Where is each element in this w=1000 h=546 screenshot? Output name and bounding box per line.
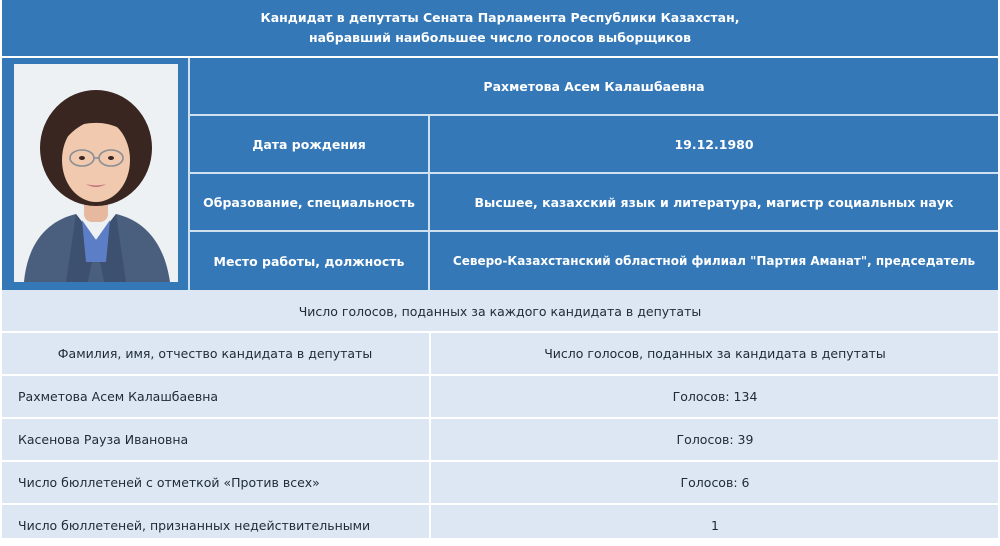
row-name: Рахметова Асем Калашбаевна <box>18 389 219 404</box>
candidate-photo <box>14 64 178 282</box>
grid-line <box>188 114 998 116</box>
votes-results-table <box>2 290 998 538</box>
grid-line <box>428 116 430 290</box>
education-value: Высшее, казахский язык и литература, магистр социальных наук <box>430 174 998 230</box>
candidate-name: Рахметова Асем Калашбаевна <box>190 58 998 114</box>
birth-date-label: Дата рождения <box>190 116 428 172</box>
table-row <box>2 419 998 460</box>
results-header-row <box>2 333 998 374</box>
row-name: Число бюллетеней с отметкой «Против всех» <box>18 475 320 490</box>
workplace-label: Место работы, должность <box>190 232 428 290</box>
table-row <box>2 376 998 417</box>
row-name: Касенова Рауза Ивановна <box>18 432 189 447</box>
row-votes: Голосов: 134 <box>672 389 758 404</box>
column-header-name: Фамилия, имя, отчество кандидата в депутаты <box>57 346 373 361</box>
row-name: Число бюллетеней, признанных недействительными <box>18 518 371 533</box>
grid-line <box>188 230 998 232</box>
header-title-line-1: Кандидат в депутаты Сената Парламента Республики Казахстан, <box>260 10 740 25</box>
row-votes: Голосов: 39 <box>676 432 754 447</box>
candidate-info-table <box>2 58 998 290</box>
header-title-line-2: набравший наибольшее число голосов выборщиков <box>308 30 692 45</box>
row-votes: 1 <box>711 518 719 533</box>
photo-cell <box>2 58 188 290</box>
column-header-votes: Число голосов, поданных за кандидата в депутаты <box>544 346 886 361</box>
education-label: Образование, специальность <box>190 174 428 230</box>
card-header <box>2 0 998 56</box>
birth-date-value: 19.12.1980 <box>430 116 998 172</box>
table-row <box>2 505 998 546</box>
grid-line <box>188 58 190 290</box>
table-row <box>2 462 998 503</box>
grid-line <box>188 172 998 174</box>
portrait-illustration <box>14 64 178 282</box>
workplace-value: Северо-Казахстанский областной филиал "Партия Аманат", председатель <box>430 232 998 290</box>
column-divider <box>429 333 431 538</box>
row-votes: Голосов: 6 <box>680 475 750 490</box>
results-title: Число голосов, поданных за каждого кандидата в депутаты <box>298 303 702 319</box>
